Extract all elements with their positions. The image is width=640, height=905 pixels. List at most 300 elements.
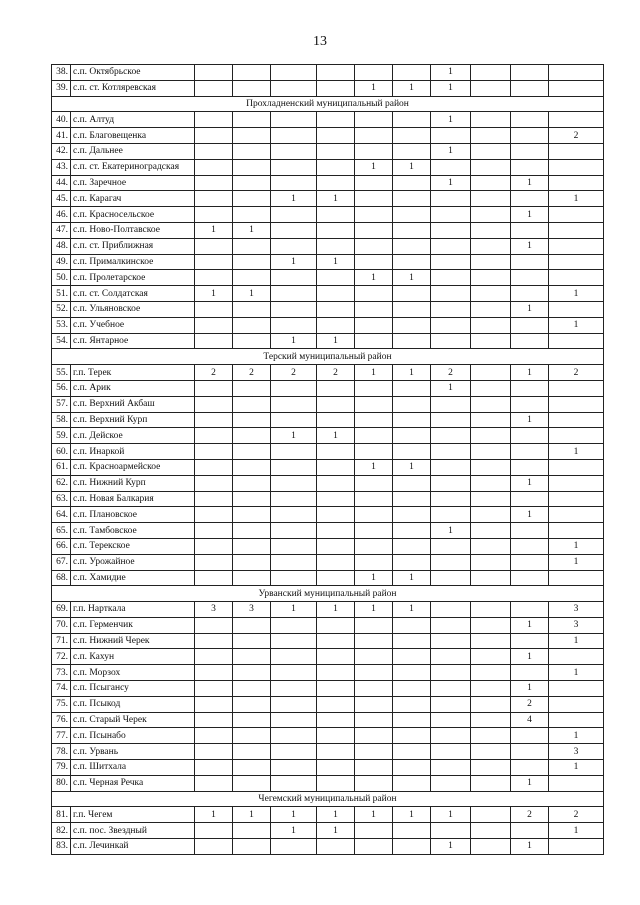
value-cell (549, 475, 604, 491)
value-cell (195, 412, 233, 428)
value-cell: 1 (511, 412, 549, 428)
value-cell (195, 775, 233, 791)
value-cell: 3 (549, 744, 604, 760)
value-cell (317, 207, 355, 223)
value-cell: 1 (233, 222, 271, 238)
value-cell (195, 238, 233, 254)
table-row (52, 286, 604, 302)
value-cell (511, 80, 549, 96)
value-cell (431, 191, 471, 207)
value-cell (317, 412, 355, 428)
table-row (52, 665, 604, 681)
value-cell (471, 744, 511, 760)
value-cell (511, 570, 549, 586)
value-cell (317, 554, 355, 570)
value-cell: 1 (317, 602, 355, 618)
value-cell (431, 286, 471, 302)
row-number: 61. (52, 459, 71, 475)
value-cell (195, 633, 233, 649)
value-cell (355, 128, 393, 144)
settlement-name: с.п. Шитхала (71, 760, 195, 776)
value-cell: 2 (511, 807, 549, 823)
settlement-name: с.п. Терекское (71, 538, 195, 554)
row-number: 60. (52, 444, 71, 460)
value-cell (317, 760, 355, 776)
section-header-row (52, 586, 604, 602)
value-cell (355, 317, 393, 333)
value-cell (317, 475, 355, 491)
value-cell (317, 175, 355, 191)
value-cell (195, 317, 233, 333)
value-cell (511, 760, 549, 776)
value-cell: 1 (511, 475, 549, 491)
value-cell (233, 128, 271, 144)
value-cell: 1 (431, 80, 471, 96)
table-row (52, 681, 604, 697)
value-cell (471, 712, 511, 728)
value-cell (471, 775, 511, 791)
value-cell: 1 (549, 728, 604, 744)
value-cell (549, 270, 604, 286)
value-cell (195, 65, 233, 81)
row-number: 38. (52, 65, 71, 81)
settlement-name: с.п. Лечинкай (71, 839, 195, 855)
settlement-name: с.п. Верхний Курп (71, 412, 195, 428)
table-row (52, 301, 604, 317)
value-cell (393, 207, 431, 223)
value-cell (355, 696, 393, 712)
settlement-name: с.п. Хамидие (71, 570, 195, 586)
value-cell (355, 633, 393, 649)
value-cell (393, 254, 431, 270)
row-number: 56. (52, 380, 71, 396)
value-cell (271, 760, 317, 776)
value-cell (355, 617, 393, 633)
section-header-row (52, 96, 604, 112)
value-cell (195, 128, 233, 144)
table-row (52, 523, 604, 539)
value-cell (195, 444, 233, 460)
value-cell (355, 728, 393, 744)
value-cell (233, 80, 271, 96)
value-cell (233, 317, 271, 333)
value-cell (471, 823, 511, 839)
value-cell: 1 (317, 333, 355, 349)
value-cell (511, 286, 549, 302)
value-cell (549, 254, 604, 270)
value-cell (511, 633, 549, 649)
value-cell (471, 80, 511, 96)
value-cell (317, 523, 355, 539)
value-cell (355, 538, 393, 554)
value-cell (393, 839, 431, 855)
value-cell: 3 (549, 602, 604, 618)
value-cell (195, 760, 233, 776)
value-cell: 1 (271, 428, 317, 444)
value-cell (431, 333, 471, 349)
value-cell: 1 (271, 254, 317, 270)
value-cell (195, 554, 233, 570)
value-cell (431, 696, 471, 712)
row-number: 50. (52, 270, 71, 286)
value-cell (233, 396, 271, 412)
settlement-name: с.п. Новая Балкария (71, 491, 195, 507)
value-cell (233, 333, 271, 349)
settlement-name: с.п. Янтарное (71, 333, 195, 349)
table-row (52, 491, 604, 507)
value-cell (233, 238, 271, 254)
value-cell (233, 507, 271, 523)
row-number: 45. (52, 191, 71, 207)
settlement-name: г.п. Нарткала (71, 602, 195, 618)
value-cell (471, 839, 511, 855)
value-cell (195, 696, 233, 712)
table-row (52, 128, 604, 144)
value-cell (511, 254, 549, 270)
value-cell (511, 65, 549, 81)
value-cell (271, 112, 317, 128)
value-cell (355, 507, 393, 523)
value-cell (549, 396, 604, 412)
value-cell (511, 143, 549, 159)
value-cell (471, 333, 511, 349)
value-cell (271, 222, 317, 238)
row-number: 77. (52, 728, 71, 744)
value-cell (471, 286, 511, 302)
value-cell (393, 681, 431, 697)
value-cell (549, 681, 604, 697)
value-cell (471, 554, 511, 570)
value-cell (233, 459, 271, 475)
row-number: 81. (52, 807, 71, 823)
value-cell (317, 380, 355, 396)
settlement-name: с.п. Дальнее (71, 143, 195, 159)
value-cell (317, 617, 355, 633)
value-cell (471, 523, 511, 539)
value-cell (393, 128, 431, 144)
value-cell (471, 112, 511, 128)
value-cell (271, 65, 317, 81)
value-cell (317, 649, 355, 665)
value-cell (471, 159, 511, 175)
settlement-name: с.п. Урожайное (71, 554, 195, 570)
settlement-name: с.п. Прималкинское (71, 254, 195, 270)
table-row (52, 175, 604, 191)
value-cell (471, 444, 511, 460)
value-cell (271, 712, 317, 728)
value-cell (233, 681, 271, 697)
value-cell (271, 80, 317, 96)
value-cell (317, 712, 355, 728)
value-cell (549, 459, 604, 475)
value-cell (195, 491, 233, 507)
value-cell (549, 775, 604, 791)
value-cell (431, 444, 471, 460)
value-cell (317, 222, 355, 238)
value-cell (233, 444, 271, 460)
value-cell (393, 507, 431, 523)
value-cell (431, 317, 471, 333)
value-cell (317, 570, 355, 586)
value-cell (393, 317, 431, 333)
value-cell (431, 665, 471, 681)
value-cell (355, 412, 393, 428)
value-cell (317, 317, 355, 333)
value-cell: 1 (233, 286, 271, 302)
value-cell (471, 696, 511, 712)
value-cell: 1 (195, 807, 233, 823)
value-cell (195, 475, 233, 491)
value-cell (471, 254, 511, 270)
table-row (52, 554, 604, 570)
value-cell (317, 396, 355, 412)
table-row (52, 207, 604, 223)
table-row (52, 807, 604, 823)
value-cell (355, 775, 393, 791)
table-row (52, 317, 604, 333)
value-cell: 1 (431, 143, 471, 159)
value-cell (233, 538, 271, 554)
value-cell (233, 665, 271, 681)
value-cell (431, 681, 471, 697)
value-cell (195, 665, 233, 681)
value-cell: 2 (431, 365, 471, 381)
value-cell (271, 523, 317, 539)
value-cell (317, 65, 355, 81)
value-cell (511, 191, 549, 207)
value-cell (549, 65, 604, 81)
value-cell (393, 333, 431, 349)
value-cell (549, 507, 604, 523)
value-cell: 1 (393, 365, 431, 381)
value-cell (511, 444, 549, 460)
value-cell (393, 649, 431, 665)
settlement-name: с.п. Старый Черек (71, 712, 195, 728)
value-cell (317, 444, 355, 460)
value-cell (195, 728, 233, 744)
value-cell: 1 (393, 807, 431, 823)
value-cell (317, 775, 355, 791)
value-cell (511, 112, 549, 128)
settlement-name: с.п. Псынабо (71, 728, 195, 744)
value-cell (511, 491, 549, 507)
value-cell (511, 538, 549, 554)
value-cell (195, 839, 233, 855)
row-number: 75. (52, 696, 71, 712)
row-number: 59. (52, 428, 71, 444)
value-cell (471, 396, 511, 412)
value-cell (393, 696, 431, 712)
value-cell (471, 270, 511, 286)
row-number: 44. (52, 175, 71, 191)
value-cell (549, 491, 604, 507)
value-cell: 1 (511, 681, 549, 697)
value-cell (317, 681, 355, 697)
value-cell (471, 507, 511, 523)
table-row (52, 602, 604, 618)
value-cell (431, 570, 471, 586)
value-cell (549, 839, 604, 855)
value-cell (393, 617, 431, 633)
settlement-name: с.п. Плановское (71, 507, 195, 523)
value-cell: 1 (431, 65, 471, 81)
value-cell (195, 681, 233, 697)
value-cell (431, 159, 471, 175)
value-cell (431, 254, 471, 270)
value-cell: 1 (549, 317, 604, 333)
value-cell (233, 380, 271, 396)
value-cell (511, 459, 549, 475)
value-cell (233, 712, 271, 728)
value-cell (355, 254, 393, 270)
row-number: 48. (52, 238, 71, 254)
table-row (52, 254, 604, 270)
value-cell (549, 523, 604, 539)
value-cell (393, 712, 431, 728)
table-row (52, 475, 604, 491)
value-cell (393, 538, 431, 554)
settlement-name: с.п. ст. Котляревская (71, 80, 195, 96)
value-cell (317, 238, 355, 254)
row-number: 51. (52, 286, 71, 302)
value-cell (549, 428, 604, 444)
value-cell (431, 207, 471, 223)
table-row (52, 80, 604, 96)
settlement-name: с.п. ст. Екатериноградская (71, 159, 195, 175)
value-cell (317, 538, 355, 554)
table-row (52, 823, 604, 839)
value-cell (317, 80, 355, 96)
value-cell (549, 712, 604, 728)
value-cell: 1 (431, 839, 471, 855)
value-cell (393, 175, 431, 191)
row-number: 63. (52, 491, 71, 507)
settlement-name: с.п. Благовещенка (71, 128, 195, 144)
value-cell (233, 175, 271, 191)
value-cell: 2 (317, 365, 355, 381)
value-cell (317, 696, 355, 712)
value-cell (271, 444, 317, 460)
value-cell (271, 301, 317, 317)
row-number: 79. (52, 760, 71, 776)
value-cell (393, 775, 431, 791)
value-cell (355, 301, 393, 317)
value-cell (471, 222, 511, 238)
value-cell (317, 507, 355, 523)
value-cell (271, 159, 317, 175)
value-cell (355, 554, 393, 570)
row-number: 64. (52, 507, 71, 523)
value-cell: 1 (549, 633, 604, 649)
value-cell (195, 523, 233, 539)
value-cell (393, 191, 431, 207)
value-cell (355, 396, 393, 412)
value-cell (511, 380, 549, 396)
row-number: 58. (52, 412, 71, 428)
value-cell (317, 159, 355, 175)
value-cell (317, 286, 355, 302)
value-cell: 1 (317, 823, 355, 839)
value-cell (355, 823, 393, 839)
value-cell (355, 681, 393, 697)
settlement-name: с.п. Учебное (71, 317, 195, 333)
value-cell (271, 728, 317, 744)
value-cell (195, 112, 233, 128)
value-cell (233, 159, 271, 175)
value-cell: 1 (431, 523, 471, 539)
value-cell (431, 301, 471, 317)
row-number: 73. (52, 665, 71, 681)
value-cell (355, 238, 393, 254)
value-cell (431, 554, 471, 570)
row-number: 62. (52, 475, 71, 491)
value-cell (271, 775, 317, 791)
value-cell (549, 649, 604, 665)
value-cell (471, 191, 511, 207)
value-cell (195, 191, 233, 207)
value-cell (471, 807, 511, 823)
value-cell (195, 649, 233, 665)
value-cell: 1 (431, 175, 471, 191)
settlement-name: с.п. Заречное (71, 175, 195, 191)
value-cell: 2 (549, 365, 604, 381)
settlement-name: с.п. Ново-Полтавское (71, 222, 195, 238)
value-cell (271, 175, 317, 191)
row-number: 49. (52, 254, 71, 270)
value-cell (355, 839, 393, 855)
table-row (52, 159, 604, 175)
value-cell (549, 207, 604, 223)
settlement-name: с.п. Кахун (71, 649, 195, 665)
settlement-name: с.п. пос. Звездный (71, 823, 195, 839)
table-row (52, 333, 604, 349)
value-cell (393, 823, 431, 839)
settlement-name: г.п. Чегем (71, 807, 195, 823)
value-cell (355, 649, 393, 665)
value-cell (431, 712, 471, 728)
row-number: 70. (52, 617, 71, 633)
value-cell (471, 143, 511, 159)
value-cell (393, 380, 431, 396)
table-row (52, 649, 604, 665)
value-cell (233, 65, 271, 81)
row-number: 41. (52, 128, 71, 144)
value-cell (511, 396, 549, 412)
value-cell (471, 570, 511, 586)
value-cell: 1 (511, 365, 549, 381)
value-cell (195, 380, 233, 396)
value-cell (355, 191, 393, 207)
value-cell (471, 128, 511, 144)
value-cell (271, 143, 317, 159)
settlement-name: с.п. Верхний Акбаш (71, 396, 195, 412)
value-cell (549, 143, 604, 159)
value-cell (549, 380, 604, 396)
value-cell (431, 602, 471, 618)
value-cell (195, 507, 233, 523)
value-cell (549, 112, 604, 128)
value-cell (431, 823, 471, 839)
value-cell (233, 633, 271, 649)
row-number: 52. (52, 301, 71, 317)
value-cell (431, 396, 471, 412)
value-cell (471, 65, 511, 81)
value-cell (233, 301, 271, 317)
value-cell (317, 143, 355, 159)
value-cell (355, 444, 393, 460)
value-cell (195, 175, 233, 191)
value-cell (355, 665, 393, 681)
